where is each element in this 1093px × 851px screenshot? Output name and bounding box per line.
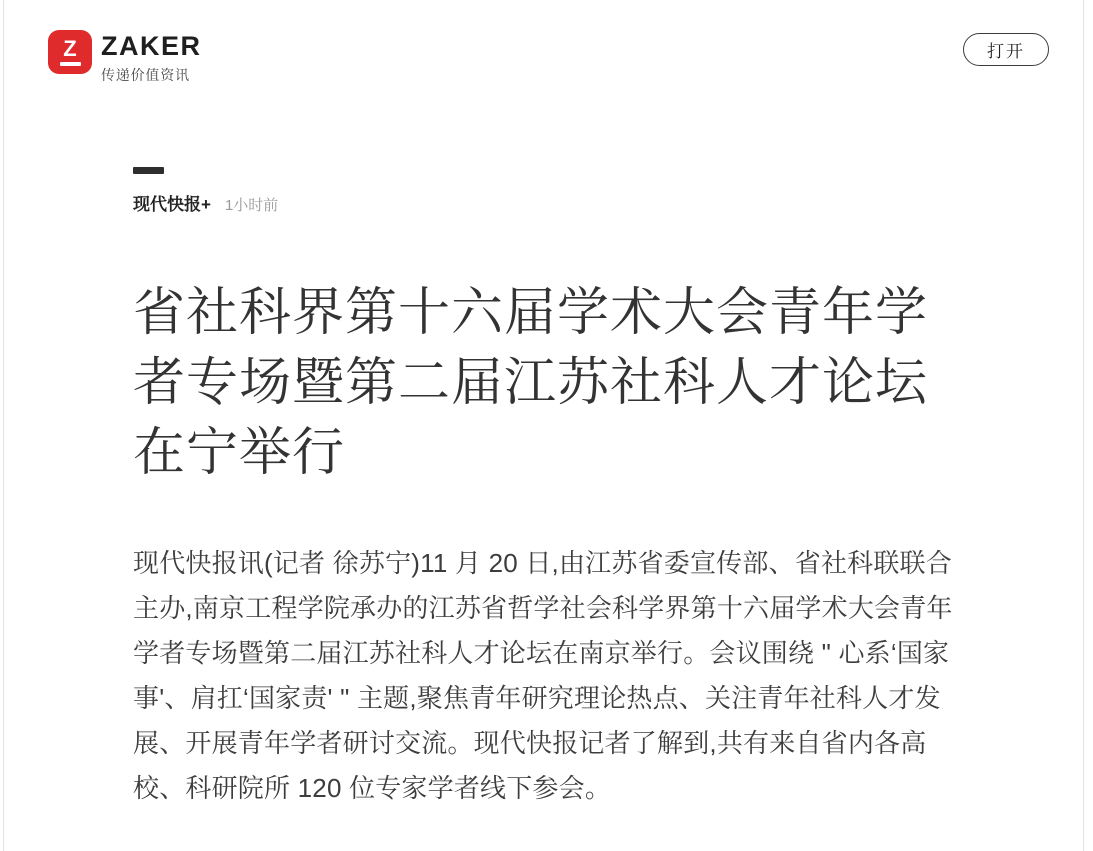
publish-time: 1小时前 — [224, 197, 279, 214]
brand-text — [101, 30, 202, 85]
article-content — [133, 167, 965, 811]
article-page — [3, 0, 1084, 851]
article-body: 现代快报讯(记者 徐苏宁)11 月 20 日,由江苏省委宣传部、省社科联联合主办,南京工程学院承办的江苏省哲学社会科学界第十六届学术大会青年学者专场暨第二届江苏社科人才论坛在南京举行。会议围绕 " 心系‘国家事'、肩扛‘国家责' " 主题,聚焦青年研究理论热点、关注青年社科人才发展、开展青年学者研讨交流。现代快报记者了解到,共有来自省内各高校、科研院所 120 位专家学者线下参会。 — [133, 548, 953, 803]
article — [4, 167, 965, 841]
brand-tagline: 传递价值资讯 — [101, 67, 190, 83]
source-name[interactable]: 现代快报+ — [133, 195, 211, 214]
brand-name: ZAKER — [101, 31, 202, 61]
logo-underline-bar — [60, 62, 81, 66]
article-title: 省社科界第十六届学术大会青年学者专场暨第二届江苏社科人才论坛在宁举行 — [133, 285, 929, 482]
zaker-logo-icon — [48, 30, 92, 74]
logo-letter: Z — [63, 36, 77, 61]
title-accent-dash — [133, 167, 164, 174]
zaker-brand[interactable] — [48, 30, 202, 85]
header — [4, 0, 1083, 85]
source-row — [133, 190, 965, 215]
open-app-button[interactable]: 打开 — [963, 33, 1049, 66]
